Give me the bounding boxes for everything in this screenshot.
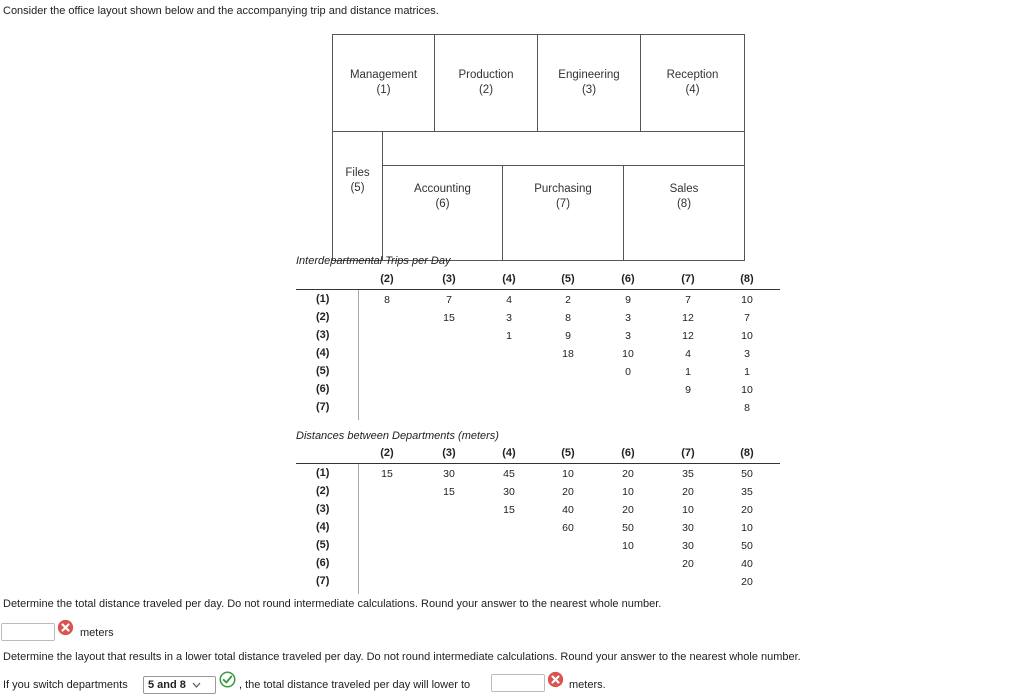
distance-answer-input[interactable] [1, 623, 55, 641]
distances-cell: 50 [741, 468, 753, 480]
trips-row-label: (2) [316, 311, 330, 323]
trips-cell: 8 [565, 312, 571, 324]
trips-row-label: (7) [316, 401, 330, 413]
trips-header-divider [296, 289, 780, 290]
trips-cell: 4 [506, 294, 512, 306]
distances-cell: 20 [562, 486, 574, 498]
trips-cell: 1 [744, 366, 750, 378]
room-production [434, 34, 538, 132]
trips-col-header: (8) [740, 273, 754, 285]
distances-cell: 10 [622, 486, 634, 498]
question2-text: Determine the layout that results in a lower total distance traveled per day. Do not round intermediate calculations. Round your answer to the nearest whole number. [3, 651, 801, 663]
room-name: Accounting [414, 183, 471, 195]
trips-col-header: (4) [502, 273, 516, 285]
distances-col-header: (2) [380, 447, 394, 459]
question1-unit: meters [80, 627, 114, 639]
trips-caption: Interdepartmental Trips per Day [296, 255, 451, 267]
distances-cell: 30 [682, 522, 694, 534]
trips-col-header: (6) [621, 273, 635, 285]
trips-cell: 9 [685, 384, 691, 396]
distances-row-label: (3) [316, 503, 330, 515]
distances-cell: 15 [443, 486, 455, 498]
room-number: (6) [435, 198, 450, 210]
trips-row-label: (3) [316, 329, 330, 341]
trips-row-divider [358, 290, 359, 420]
room-name: Engineering [558, 69, 620, 81]
distances-cell: 15 [503, 504, 515, 516]
question1-text: Determine the total distance traveled per day. Do not round intermediate calculations. Round your answer to the nearest whole number. [3, 598, 662, 610]
distances-cell: 20 [622, 504, 634, 516]
trips-cell: 15 [443, 312, 455, 324]
distances-cell: 10 [622, 540, 634, 552]
trips-col-header: (2) [380, 273, 394, 285]
distances-caption: Distances between Departments (meters) [296, 430, 499, 442]
distances-row-label: (6) [316, 557, 330, 569]
distances-cell: 20 [622, 468, 634, 480]
trips-cell: 3 [625, 312, 631, 324]
trips-col-header: (7) [681, 273, 695, 285]
trips-row-label: (4) [316, 347, 330, 359]
distances-cell: 30 [503, 486, 515, 498]
question2-unit: meters. [569, 679, 606, 691]
distances-row-label: (7) [316, 575, 330, 587]
select-value: 5 and 8 [148, 679, 186, 691]
trips-col-header: (3) [442, 273, 456, 285]
trips-row-label: (5) [316, 365, 330, 377]
hallway [382, 131, 745, 166]
distances-cell: 20 [682, 558, 694, 570]
correct-icon [219, 671, 236, 688]
distances-cell: 20 [682, 486, 694, 498]
trips-cell: 4 [685, 348, 691, 360]
room-name: Files [345, 167, 370, 179]
trips-cell: 9 [565, 330, 571, 342]
trips-cell: 3 [744, 348, 750, 360]
trips-cell: 7 [744, 312, 750, 324]
room-number: (8) [676, 198, 692, 210]
distances-cell: 40 [562, 504, 574, 516]
room-number: (4) [685, 84, 700, 96]
room-sales [623, 165, 745, 261]
trips-cell: 2 [565, 294, 571, 306]
distances-cell: 10 [741, 522, 753, 534]
room-number: (1) [376, 84, 391, 96]
distances-col-header: (4) [502, 447, 516, 459]
trips-cell: 8 [744, 402, 750, 414]
trips-cell: 7 [685, 294, 691, 306]
distances-cell: 30 [443, 468, 455, 480]
office-layout [332, 34, 745, 261]
trips-cell: 3 [506, 312, 512, 324]
trips-cell: 10 [741, 330, 753, 342]
trips-row-label: (6) [316, 383, 330, 395]
distances-col-header: (3) [442, 447, 456, 459]
trips-cell: 1 [506, 330, 512, 342]
distances-cell: 35 [682, 468, 694, 480]
room-name: Sales [669, 183, 699, 195]
distances-cell: 50 [622, 522, 634, 534]
distances-cell: 40 [741, 558, 753, 570]
room-engineering [537, 34, 641, 132]
distances-col-header: (5) [561, 447, 575, 459]
trips-cell: 7 [446, 294, 452, 306]
room-reception [640, 34, 745, 132]
distances-cell: 10 [562, 468, 574, 480]
trips-cell: 8 [384, 294, 390, 306]
distances-col-header: (6) [621, 447, 635, 459]
trips-col-header: (5) [561, 273, 575, 285]
question2-middle: , the total distance traveled per day will lower to [239, 679, 471, 691]
distances-cell: 35 [741, 486, 753, 498]
distances-cell: 20 [741, 504, 753, 516]
distances-header-divider [296, 463, 780, 464]
distances-cell: 60 [562, 522, 574, 534]
trips-cell: 3 [625, 330, 631, 342]
distances-col-header: (8) [740, 447, 754, 459]
distances-cell: 20 [741, 576, 753, 588]
room-accounting [382, 165, 503, 261]
incorrect-icon [547, 671, 564, 688]
distances-col-header: (7) [681, 447, 695, 459]
trips-cell: 0 [625, 366, 631, 378]
room-number: (2) [478, 84, 494, 96]
trips-cell: 12 [682, 330, 694, 342]
trips-cell: 1 [685, 366, 691, 378]
new-distance-answer-input[interactable] [491, 674, 545, 692]
distances-cell: 30 [682, 540, 694, 552]
trips-cell: 18 [562, 348, 574, 360]
incorrect-icon [57, 619, 74, 636]
trips-cell: 10 [622, 348, 634, 360]
distances-row-label: (4) [316, 521, 330, 533]
question2-prefix: If you switch departments [3, 679, 128, 691]
room-number: (3) [581, 84, 597, 96]
trips-cell: 10 [741, 384, 753, 396]
room-name: Production [458, 69, 514, 81]
distances-cell: 15 [381, 468, 393, 480]
room-files [332, 131, 383, 261]
trips-cell: 9 [625, 294, 631, 306]
trips-cell: 12 [682, 312, 694, 324]
distances-cell: 10 [682, 504, 694, 516]
chevron-down-icon [192, 682, 201, 688]
distances-cell: 50 [741, 540, 753, 552]
room-name: Purchasing [534, 183, 592, 195]
room-number: (7) [555, 198, 571, 210]
distances-row-label: (2) [316, 485, 330, 497]
room-purchasing [502, 165, 624, 261]
distances-row-label: (1) [316, 467, 330, 479]
distances-row-divider [358, 464, 359, 594]
trips-row-label: (1) [316, 293, 330, 305]
switch-departments-select[interactable] [143, 676, 216, 694]
room-number: (5) [350, 182, 365, 194]
trips-cell: 10 [741, 294, 753, 306]
room-name: Management [349, 69, 418, 81]
intro-text: Consider the office layout shown below and the accompanying trip and distance matrices. [3, 5, 439, 17]
distances-cell: 45 [503, 468, 515, 480]
distances-row-label: (5) [316, 539, 330, 551]
room-name: Reception [666, 69, 719, 81]
room-management [332, 34, 435, 132]
